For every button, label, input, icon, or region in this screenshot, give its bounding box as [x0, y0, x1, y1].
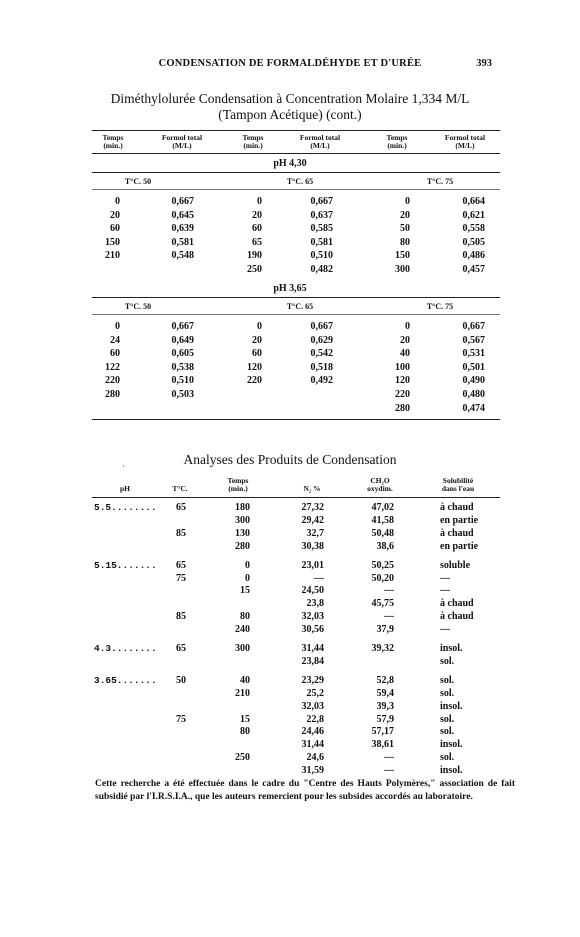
- t2-cell: 59,4: [376, 687, 394, 699]
- t1-temp-label: T°C. 50: [124, 177, 152, 186]
- t2-cell: 32,03: [301, 611, 324, 623]
- table1-header-rule: [92, 153, 500, 154]
- t1-cell: 0,482: [310, 264, 333, 275]
- table2-header-rule: [92, 497, 500, 498]
- t1-cell: 0,639: [171, 223, 194, 235]
- table1-title-line2: (Tampon Acétique) (cont.): [218, 107, 362, 122]
- t2-cell: sol.: [440, 655, 455, 667]
- t2-cell: —: [384, 611, 394, 623]
- t1-cell: 0,474: [462, 402, 485, 414]
- t1-section-rule: [92, 189, 500, 190]
- t2-cell: à chaud: [440, 598, 474, 610]
- t1-cell: 0,629: [310, 334, 333, 346]
- t1-col-temps-2: Temps (min.): [242, 133, 264, 150]
- t2-cell: 65: [176, 559, 186, 571]
- t1-cell: 0,664: [462, 196, 485, 207]
- t1-cell: 120: [247, 361, 262, 373]
- t1-cell: 0,585: [310, 223, 333, 235]
- t2-cell: 22,8: [306, 713, 324, 725]
- t2-cell: 80: [240, 611, 250, 623]
- t1-cell: 250: [247, 264, 262, 275]
- t1-cell: 0: [257, 196, 262, 207]
- t2-cell: 31,59: [301, 765, 324, 777]
- t1-cell: 0: [405, 196, 410, 207]
- t1-cell: 100: [395, 361, 410, 373]
- t2-cell: 50: [176, 674, 186, 686]
- table2-title: Analyses des Produits de Condensation: [183, 452, 397, 467]
- t1-cell: 0,457: [462, 264, 485, 275]
- t1-cell: 120: [395, 375, 410, 387]
- t1-cell: 20: [110, 209, 120, 221]
- t2-cell: 29,42: [301, 514, 324, 526]
- t2-col-ph: pH: [119, 484, 130, 493]
- t2-cell: —: [440, 624, 450, 636]
- t2-cell: —: [384, 765, 394, 777]
- t2-cell: sol.: [440, 752, 455, 764]
- t2-cell: 65: [176, 643, 186, 654]
- t1-cell: 20: [252, 209, 262, 221]
- t1-cell: 220: [105, 375, 120, 387]
- t2-cell: 4.3........: [94, 643, 157, 654]
- t2-cell: 240: [235, 624, 250, 636]
- t1-cell: 190: [247, 250, 262, 262]
- t1-temp-label: T°C. 75: [426, 177, 454, 186]
- t1-cell: 50: [400, 223, 410, 235]
- t1-cell: 210: [105, 250, 120, 262]
- t1-ph-label-0: pH 4,30: [273, 158, 307, 169]
- t1-section-rule: [92, 172, 500, 173]
- t2-cell: 300: [235, 514, 250, 526]
- t2-cell: 180: [235, 502, 250, 513]
- t1-cell: 60: [252, 223, 262, 235]
- t2-cell: —: [440, 572, 450, 584]
- t2-cell: 57,17: [371, 726, 394, 738]
- t2-cell: 32,7: [306, 527, 324, 539]
- t2-cell: 50,20: [371, 572, 394, 584]
- t1-cell: 0,567: [462, 334, 485, 346]
- t1-cell: 150: [105, 236, 120, 248]
- t1-cell: 20: [400, 334, 410, 346]
- t1-cell: 0,531: [462, 348, 485, 360]
- t2-cell: en partie: [440, 540, 479, 552]
- t2-cell: 23,29: [301, 674, 324, 686]
- t1-cell: 0,501: [462, 361, 485, 373]
- t2-cell: 5.5........: [94, 502, 157, 513]
- t1-cell: 0,581: [310, 236, 333, 248]
- t2-cell: 85: [176, 527, 186, 539]
- t1-cell: 24: [110, 334, 120, 346]
- t2-cell: 38,6: [376, 540, 394, 552]
- t2-cell: 52,8: [376, 674, 394, 686]
- t1-cell: 280: [395, 402, 410, 414]
- t2-cell: 85: [176, 611, 186, 623]
- t1-cell: 0,667: [462, 321, 485, 332]
- t2-cell: 210: [235, 687, 250, 699]
- t2-cell: sol.: [440, 713, 455, 725]
- table1-top-rule: [92, 130, 500, 131]
- t1-col-temps-1: Temps (min.): [102, 133, 124, 150]
- t2-cell: soluble: [440, 559, 471, 571]
- t2-cell: 75: [176, 572, 186, 584]
- t1-cell: 150: [395, 250, 410, 262]
- t2-cell: 75: [176, 713, 186, 725]
- t2-col-temp: T°C.: [172, 484, 188, 493]
- t2-cell: 0: [245, 559, 250, 571]
- t2-cell: 23,84: [301, 655, 324, 667]
- t1-cell: 0: [115, 196, 120, 207]
- t1-cell: 0,548: [171, 250, 194, 262]
- t1-cell: 300: [395, 264, 410, 275]
- t2-cell: 15: [240, 713, 250, 725]
- t2-cell: 31,44: [301, 643, 324, 654]
- t1-cell: 0: [115, 321, 120, 332]
- t2-cell: 41,58: [371, 514, 394, 526]
- t2-cell: 23,01: [301, 559, 324, 571]
- t2-cell: 25,2: [306, 687, 324, 699]
- page-number: 393: [476, 58, 492, 69]
- t2-cell: 40: [240, 674, 250, 686]
- t2-cell: 50,48: [371, 527, 394, 539]
- t2-cell: —: [440, 585, 450, 597]
- t2-col-n: N₂ %: [303, 484, 321, 493]
- t2-cell: 30,38: [301, 540, 324, 552]
- t2-cell: sol.: [440, 674, 455, 686]
- t1-cell: 20: [252, 334, 262, 346]
- t1-col-formol-1: Formol total (M/L): [161, 133, 203, 150]
- t2-cell: 39,32: [371, 643, 394, 654]
- t1-section-rule: [92, 297, 500, 298]
- running-title: CONDENSATION DE FORMALDÉHYDE ET D'URÉE: [158, 58, 422, 69]
- t2-cell: 250: [235, 752, 250, 764]
- t2-cell: 31,44: [301, 739, 324, 751]
- t2-cell: insol.: [440, 765, 463, 777]
- t2-cell: 0: [245, 572, 250, 584]
- t1-col-temps-3: Temps (min.): [386, 133, 408, 150]
- t1-temp-label: T°C. 65: [286, 302, 314, 311]
- t1-cell: 0,649: [171, 334, 194, 346]
- t2-cell: 45,75: [371, 598, 394, 610]
- stray-dot-mark: ·: [122, 462, 125, 471]
- t2-cell: 38,61: [371, 739, 394, 751]
- t1-cell: 20: [400, 209, 410, 221]
- t1-temp-label: T°C. 75: [426, 302, 454, 311]
- t1-cell: 0,542: [310, 348, 333, 360]
- t2-cell: —: [384, 752, 394, 764]
- t1-cell: 60: [110, 223, 120, 235]
- t2-cell: 50,25: [371, 559, 394, 571]
- t2-cell: 37,9: [376, 624, 394, 636]
- t2-cell: 24,50: [301, 585, 324, 597]
- t1-cell: 0,667: [310, 196, 333, 207]
- t2-cell: 23,8: [306, 598, 324, 610]
- t1-temp-label: T°C. 65: [286, 177, 314, 186]
- t2-cell: à chaud: [440, 611, 474, 623]
- table1-title: [0, 91, 580, 123]
- t1-cell: 0,492: [310, 375, 333, 387]
- t1-cell: 80: [400, 236, 410, 248]
- table1-title-line1: Diméthylolurée Condensation à Concentration Molaire 1,334 M/L: [110, 91, 470, 106]
- t2-cell: —: [384, 585, 394, 597]
- t1-cell: 0,667: [171, 321, 194, 332]
- t2-cell: insol.: [440, 700, 463, 712]
- t2-cell: —: [314, 572, 324, 584]
- t1-col-formol-3: Formol total (M/L): [444, 133, 486, 150]
- t2-cell: 24,6: [306, 752, 324, 764]
- t1-cell: 0,505: [462, 236, 485, 248]
- t2-cell: à chaud: [440, 502, 474, 513]
- t1-cell: 0,490: [462, 375, 485, 387]
- t1-cell: 0,518: [310, 361, 333, 373]
- t2-cell: 27,32: [301, 502, 324, 513]
- page-header: [0, 58, 580, 72]
- t2-cell: 80: [240, 726, 250, 738]
- t1-cell: 0,486: [462, 250, 485, 262]
- t1-cell: 0,581: [171, 236, 194, 248]
- t1-section-rule: [92, 314, 500, 315]
- footnote: Cette recherche a été effectuée dans le cadre du "Centre des Hauts Polymères," association de fait subsidié par l'I.R.S.I.A., que les auteurs remercient pour les subsides accordés au laboratoire.: [95, 779, 515, 802]
- t2-cell: 30,56: [301, 624, 324, 636]
- t1-ph-label-1: pH 3,65: [273, 283, 307, 294]
- t2-cell: sol.: [440, 726, 455, 738]
- t2-col-solubilite: Solubilité dans l'eau: [441, 476, 475, 493]
- t1-cell: 0,667: [171, 196, 194, 207]
- t1-cell: 0,621: [462, 209, 485, 221]
- t2-cell: 47,02: [371, 502, 394, 513]
- t1-cell: 0,510: [310, 250, 333, 262]
- t1-cell: 122: [105, 361, 120, 373]
- t2-cell: 300: [235, 643, 250, 654]
- t2-cell: insol.: [440, 643, 463, 654]
- t1-cell: 0,645: [171, 209, 194, 221]
- t2-cell: insol.: [440, 739, 463, 751]
- t2-col-temps: Temps (min.): [227, 476, 249, 493]
- t1-cell: 40: [400, 348, 410, 360]
- t2-cell: 5.15.......: [94, 559, 157, 571]
- t1-cell: 0,637: [310, 209, 333, 221]
- t1-cell: 0,667: [310, 321, 333, 332]
- t2-cell: 39,3: [376, 700, 394, 712]
- t1-cell: 60: [110, 348, 120, 360]
- t2-col-ch2o: CH₂O oxydim.: [367, 476, 393, 493]
- t1-cell: 0,605: [171, 348, 194, 360]
- t1-cell: 220: [247, 375, 262, 387]
- t1-cell: 0,480: [462, 389, 485, 400]
- t1-cell: 60: [252, 348, 262, 360]
- t2-cell: 15: [240, 585, 250, 597]
- t2-cell: 57,9: [376, 713, 394, 725]
- t2-cell: 24,46: [301, 726, 324, 738]
- t1-cell: 0,510: [171, 375, 194, 387]
- t2-cell: 32,03: [301, 700, 324, 712]
- t1-cell: 220: [395, 389, 410, 400]
- t1-cell: 65: [252, 236, 262, 248]
- t2-cell: 65: [176, 502, 186, 513]
- t2-cell: sol.: [440, 687, 455, 699]
- t1-col-formol-2: Formol total (M/L): [299, 133, 341, 150]
- t2-cell: 130: [235, 527, 250, 539]
- t2-cell: à chaud: [440, 527, 474, 539]
- t1-cell: 0: [405, 321, 410, 332]
- t1-cell: 280: [105, 389, 120, 400]
- t2-cell: 280: [235, 540, 250, 552]
- t1-cell: 0,538: [171, 361, 194, 373]
- t1-temp-label: T°C. 50: [124, 302, 152, 311]
- table1-bottom-rule: [92, 419, 500, 420]
- t2-cell: 3.65.......: [94, 674, 157, 686]
- t1-cell: 0,558: [462, 223, 485, 235]
- t1-cell: 0,503: [171, 389, 194, 400]
- t1-cell: 0: [257, 321, 262, 332]
- t2-cell: en partie: [440, 514, 479, 526]
